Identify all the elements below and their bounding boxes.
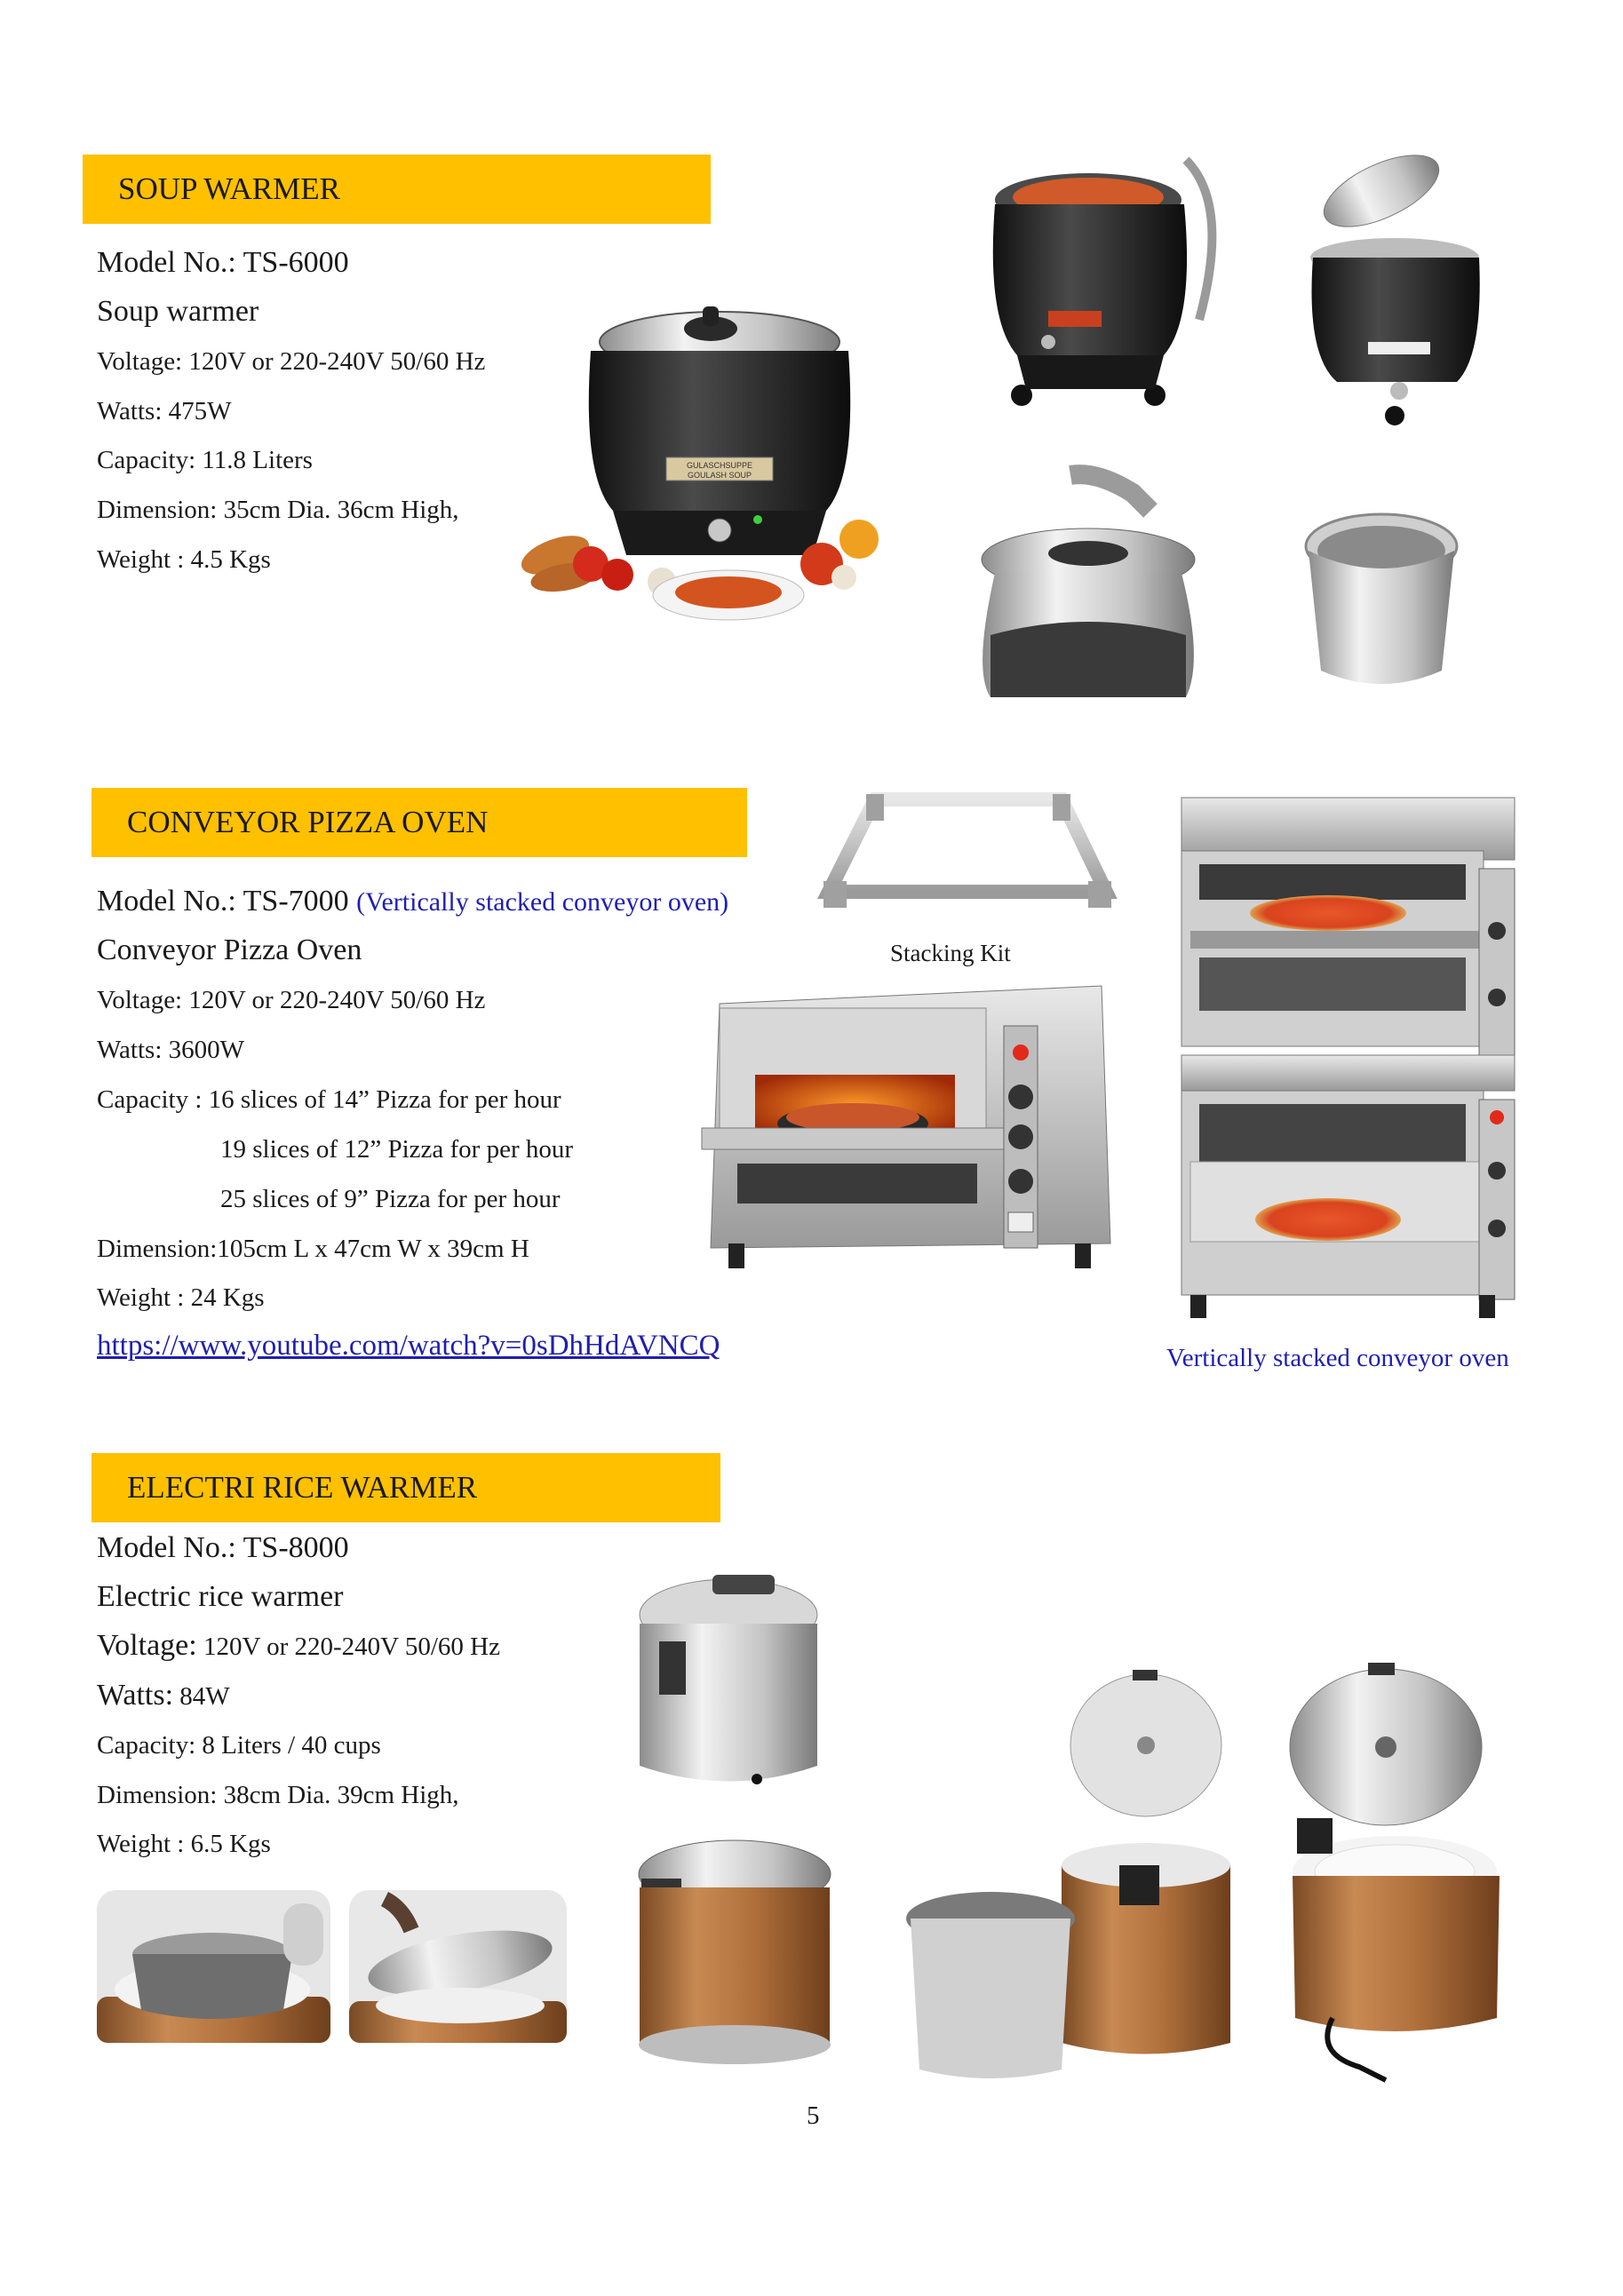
rice-lid-photo	[349, 1890, 567, 2043]
rice-name: Electric rice warmer	[97, 1580, 344, 1613]
pizza-model	[97, 886, 728, 918]
pizza-capacity-3: 25 slices of 9” Pizza for per hour	[220, 1185, 561, 1213]
pizza-name: Conveyor Pizza Oven	[97, 933, 362, 966]
pizza-oven-heading-banner	[91, 788, 747, 857]
soup-kettle-small-image	[1297, 160, 1510, 426]
stacking-kit-image	[822, 792, 1115, 917]
pizza-video-link[interactable]: https://www.youtube.com/watch?v=0sDhHdAVNCQ	[97, 1330, 720, 1362]
pizza-capacity-2: 19 slices of 12” Pizza for per hour	[220, 1135, 574, 1164]
rice-warmer-stainless-image	[632, 1570, 823, 1797]
rice-inner-pot-photo	[97, 1890, 330, 2043]
soup-warmer-heading-banner	[83, 155, 711, 224]
soup-kettle-main-image	[529, 289, 911, 640]
rice-watts	[97, 1680, 230, 1712]
stacked-conveyor-oven-image	[1173, 798, 1524, 1320]
rice-model: Model No.: TS-8000	[97, 1531, 349, 1564]
rice-dimension: Dimension: 38cm Dia. 39cm High,	[97, 1781, 459, 1809]
soup-dimension: Dimension: 35cm Dia. 36cm High,	[97, 496, 459, 524]
soup-model: Model No.: TS-6000	[97, 246, 349, 279]
rice-watts-value: 84W	[179, 1682, 230, 1711]
soup-kettle-open-lid-image	[973, 151, 1230, 409]
soup-kettle-label-2: GOULASH SOUP	[687, 471, 752, 480]
soup-kettle-steel-lid-image	[964, 475, 1204, 697]
pizza-voltage: Voltage: 120V or 220-240V 50/60 Hz	[97, 986, 486, 1014]
rice-voltage	[97, 1630, 500, 1663]
pizza-capacity-1: Capacity : 16 slices of 14” Pizza for per hour	[97, 1085, 561, 1114]
soup-kettle-label: GULASCHSUPPE	[686, 461, 753, 470]
rice-voltage-label: Voltage:	[97, 1629, 197, 1662]
rice-warmer-heading: ELECTRI RICE WARMER	[127, 1470, 478, 1505]
soup-inner-pot-image	[1301, 506, 1461, 697]
pizza-weight: Weight : 24 Kgs	[97, 1283, 265, 1312]
pizza-model-note: (Vertically stacked conveyor oven)	[356, 887, 729, 917]
soup-warmer-heading: SOUP WARMER	[118, 171, 340, 206]
rice-warmer-open-with-pot-image	[906, 1670, 1230, 2083]
rice-voltage-value: 120V or 220-240V 50/60 Hz	[203, 1633, 500, 1661]
rice-watts-label: Watts:	[97, 1679, 174, 1712]
stacking-kit-caption: Stacking Kit	[890, 940, 1011, 966]
soup-capacity: Capacity: 11.8 Liters	[97, 446, 313, 474]
pizza-model-number: Model No.: TS-7000	[97, 885, 349, 918]
soup-watts: Watts: 475W	[97, 397, 232, 425]
soup-name: Soup warmer	[97, 295, 259, 328]
soup-weight: Weight : 4.5 Kgs	[97, 545, 271, 574]
soup-voltage: Voltage: 120V or 220-240V 50/60 Hz	[97, 347, 486, 376]
rice-warmer-wood-image	[632, 1839, 837, 2074]
rice-capacity: Capacity: 8 Liters / 40 cups	[97, 1731, 381, 1760]
rice-weight: Weight : 6.5 Kgs	[97, 1830, 271, 1858]
page-number: 5	[807, 2101, 820, 2130]
pizza-watts: Watts: 3600W	[97, 1036, 244, 1064]
pizza-dimension: Dimension:105cm L x 47cm W x 39cm H	[97, 1235, 529, 1263]
stacked-oven-caption: Vertically stacked conveyor oven	[1166, 1344, 1509, 1372]
conveyor-oven-image	[702, 977, 1119, 1310]
pizza-oven-heading: CONVEYOR PIZZA OVEN	[127, 805, 489, 839]
rice-warmer-open-with-rice-image	[1279, 1663, 1515, 2085]
rice-warmer-heading-banner	[91, 1453, 720, 1522]
